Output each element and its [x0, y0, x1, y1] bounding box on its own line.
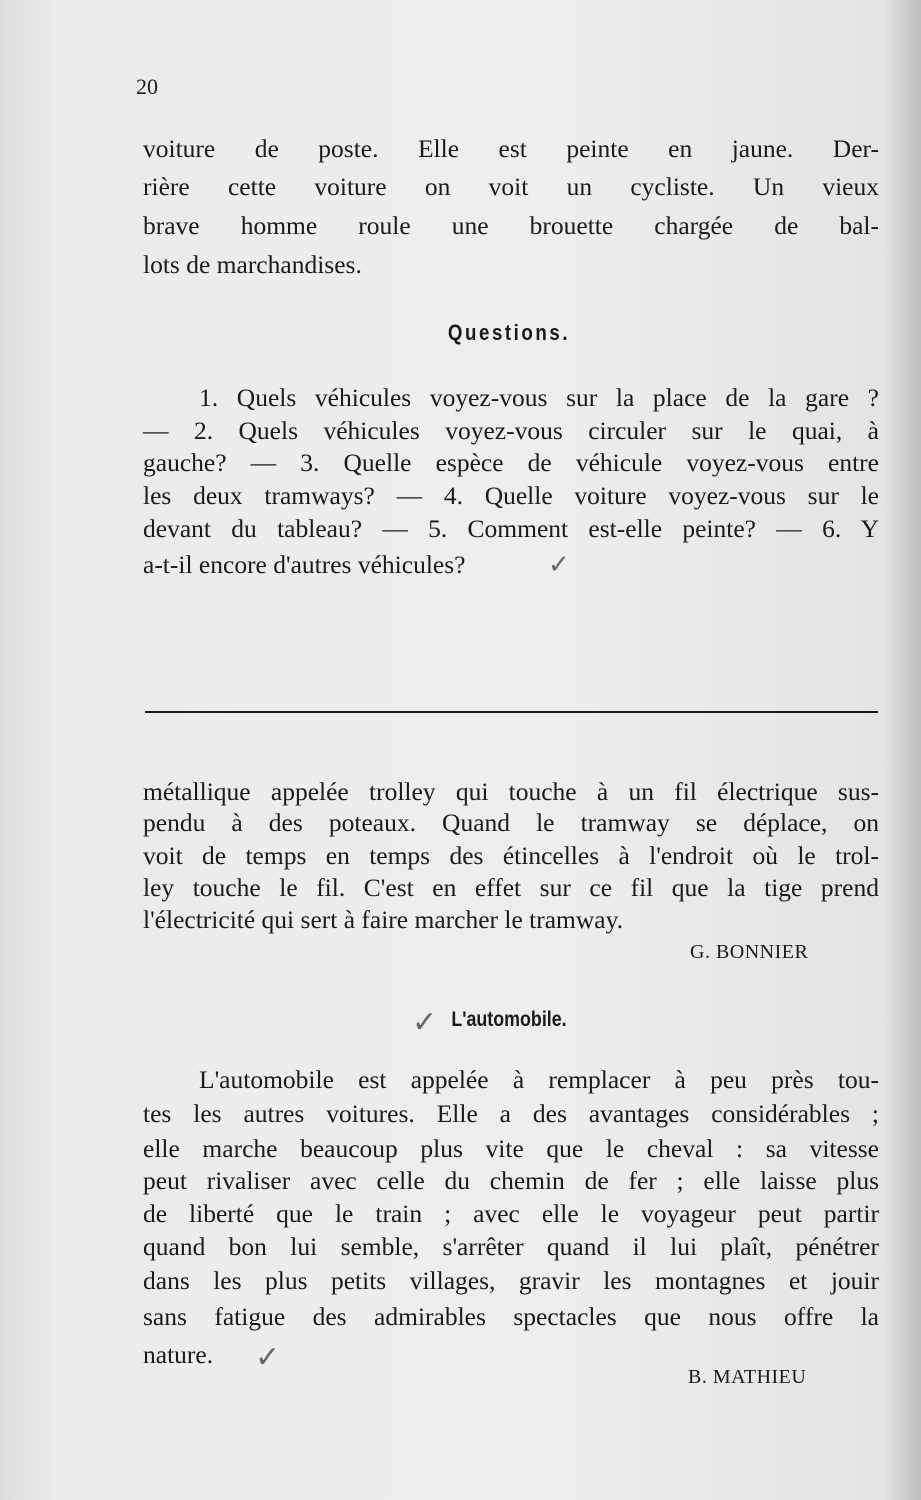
text-line: brave homme roule une brouette chargée de bal-	[143, 211, 879, 240]
text-line: voiture de poste. Elle est peinte en jaune. Der-	[143, 134, 879, 163]
question-line: 1. Quels véhicules voyez-vous sur la place de la gare ?	[199, 383, 879, 412]
text-line: métallique appelée trolley qui touche à un fil électrique sus-	[143, 777, 879, 806]
text-line: tes les autres voitures. Elle a des avantages considérables ;	[143, 1099, 879, 1128]
text-line: sans fatigue des admirables spectacles que nous offre la	[143, 1302, 879, 1331]
checkmark-annotation: ✓	[548, 550, 570, 580]
text-line: L'automobile est appelée à remplacer à peu près tou-	[199, 1065, 879, 1094]
question-line: a-t-il encore d'autres véhicules?	[143, 550, 466, 579]
text-line: lots de marchandises.	[143, 250, 362, 279]
text-line: pendu à des poteaux. Quand le tramway se déplace, on	[143, 808, 879, 837]
question-line: — 2. Quels véhicules voyez-vous circuler sur le quai, à	[143, 416, 879, 445]
text-line: l'électricité qui sert à faire marcher le tramway.	[143, 905, 624, 934]
automobile-heading: L'automobile.	[451, 1008, 567, 1031]
author-signature: G. BONNIER	[690, 941, 809, 963]
text-line: de liberté que le train ; avec elle le voyageur peut partir	[143, 1199, 879, 1228]
text-line: quand bon lui semble, s'arrêter quand il lui plaît, pénétrer	[143, 1232, 879, 1261]
checkmark-annotation: ✓	[255, 1340, 281, 1375]
text-line: ley touche le fil. C'est en effet sur ce fil que la tige prend	[143, 873, 879, 902]
text-line: voit de temps en temps des étincelles à l'endroit où le trol-	[143, 841, 879, 870]
author-signature: B. MATHIEU	[688, 1366, 807, 1388]
text-line: elle marche beaucoup plus vite que le cheval : sa vitesse	[143, 1134, 879, 1163]
text-line: dans les plus petits villages, gravir les montagnes et jouir	[143, 1266, 879, 1295]
page-number: 20	[136, 74, 158, 99]
text-line: peut rivaliser avec celle du chemin de fer ; elle laisse plus	[143, 1166, 879, 1195]
checkmark-annotation: ✓	[412, 1005, 438, 1040]
question-line: gauche? — 3. Quelle espèce de véhicule voyez-vous entre	[143, 448, 879, 477]
divider-rule	[145, 711, 878, 713]
text-line: nature.	[143, 1340, 214, 1369]
question-line: devant du tableau? — 5. Comment est-elle peinte? — 6. Y	[143, 514, 879, 543]
questions-heading: Questions.	[447, 320, 571, 345]
question-line: les deux tramways? — 4. Quelle voiture voyez-vous sur le	[143, 481, 879, 510]
text-line: rière cette voiture on voit un cycliste. Un vieux	[143, 172, 879, 201]
